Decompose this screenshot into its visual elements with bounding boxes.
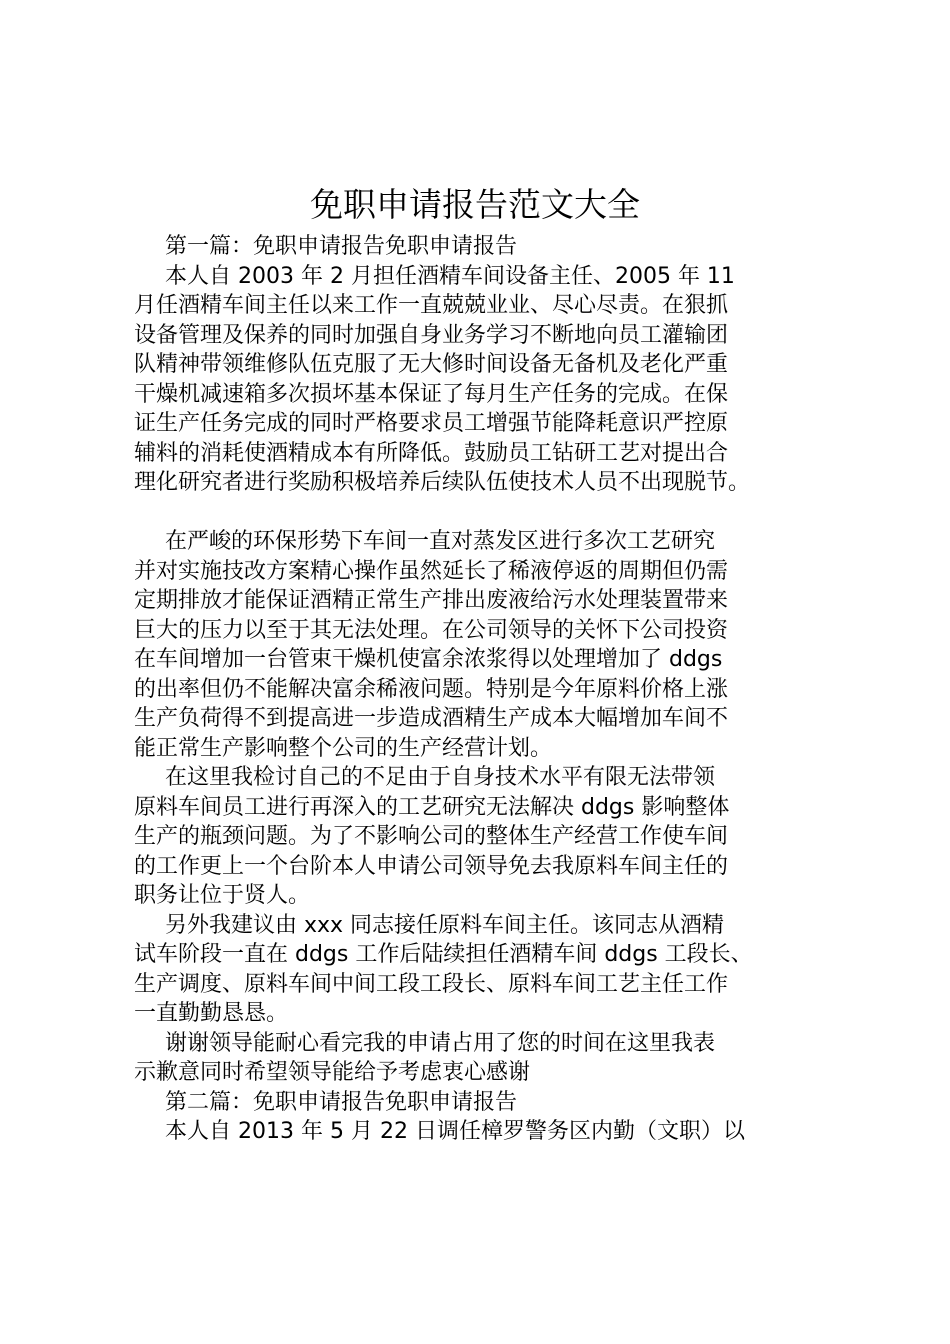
text-line: 设备管理及保养的同时加强自身业务学习不断地向员工灌输团 — [134, 322, 729, 348]
text-line: 一直勤勤恳恳。 — [134, 1001, 289, 1026]
text-line: 谢谢领导能耐心看完我的申请占用了您的时间在这里我表 — [165, 1030, 716, 1056]
text-line: 原料车间员工进行再深入的工艺研究无法解决 ddgs 影响整体 — [134, 794, 730, 820]
text-line: 证生产任务完成的同时严格要求员工增强节能降耗意识严控原 — [134, 411, 729, 436]
text-line: 本人自 2013 年 5 月 22 日调任樟罗警务区内勤（文职）以 — [165, 1119, 745, 1144]
text-line: 能正常生产影响整个公司的生产经营计划。 — [134, 735, 553, 761]
text-line: 辅料的消耗使酒精成本有所降低。鼓励员工钻研工艺对提出合 — [134, 440, 729, 466]
text-line: 第二篇：免职申请报告免职申请报告 — [165, 1089, 518, 1115]
text-line: 队精神带领维修队伍克服了无大修时间设备无备机及老化严重 — [134, 352, 729, 377]
text-line: 生产的瓶颈问题。为了不影响公司的整体生产经营工作使车间 — [134, 824, 729, 849]
text-line: 定期排放才能保证酒精正常生产排出废液给污水处理装置带来 — [134, 588, 729, 613]
text-line: 第一篇：免职申请报告免职申请报告 — [165, 234, 518, 259]
text-line: 干燥机减速箱多次损坏基本保证了每月生产任务的完成。在保 — [134, 381, 729, 407]
text-line: 示歉意同时希望领导能给予考虑衷心感谢 — [134, 1060, 531, 1085]
text-line: 生产负荷得不到提高进一步造成酒精生产成本大幅增加车间不 — [134, 706, 729, 731]
text-line: 并对实施技改方案精心操作虽然延长了稀液停返的周期但仍需 — [134, 558, 729, 584]
text-line: 试车阶段一直在 ddgs 工作后陆续担任酒精车间 ddgs 工段长、 — [134, 942, 753, 967]
text-line: 本人自 2003 年 2 月担任酒精车间设备主任、2005 年 11 — [165, 263, 735, 289]
text-line: 巨大的压力以至于其无法处理。在公司领导的关怀下公司投资 — [134, 617, 729, 643]
text-line: 月任酒精车间主任以来工作一直兢兢业业、尽心尽责。在狠抓 — [134, 293, 729, 318]
text-line: 职务让位于贤人。 — [134, 883, 311, 908]
text-line: 在车间增加一台管束干燥机使富余浓浆得以处理增加了 ddgs — [134, 647, 723, 672]
text-line: 在严峻的环保形势下车间一直对蒸发区进行多次工艺研究 — [165, 529, 716, 554]
text-line: 生产调度、原料车间中间工段工段长、原料车间工艺主任工作 — [134, 971, 729, 997]
blank-line — [134, 498, 894, 528]
text-line: 的工作更上一个台阶本人申请公司领导免去我原料车间主任的 — [134, 853, 729, 879]
document-title: 免职申请报告范文大全 — [310, 185, 640, 224]
text-line: 的出率但仍不能解决富余稀液问题。特别是今年原料价格上涨 — [134, 676, 729, 702]
text-line: 在这里我检讨自己的不足由于自身技术水平有限无法带领 — [165, 765, 716, 790]
text-line: 理化研究者进行奖励积极培养后续队伍使技术人员不出现脱节。 — [134, 470, 751, 495]
text-line: 另外我建议由 xxx 同志接任原料车间主任。该同志从酒精 — [165, 912, 725, 938]
document-body — [134, 232, 894, 1147]
